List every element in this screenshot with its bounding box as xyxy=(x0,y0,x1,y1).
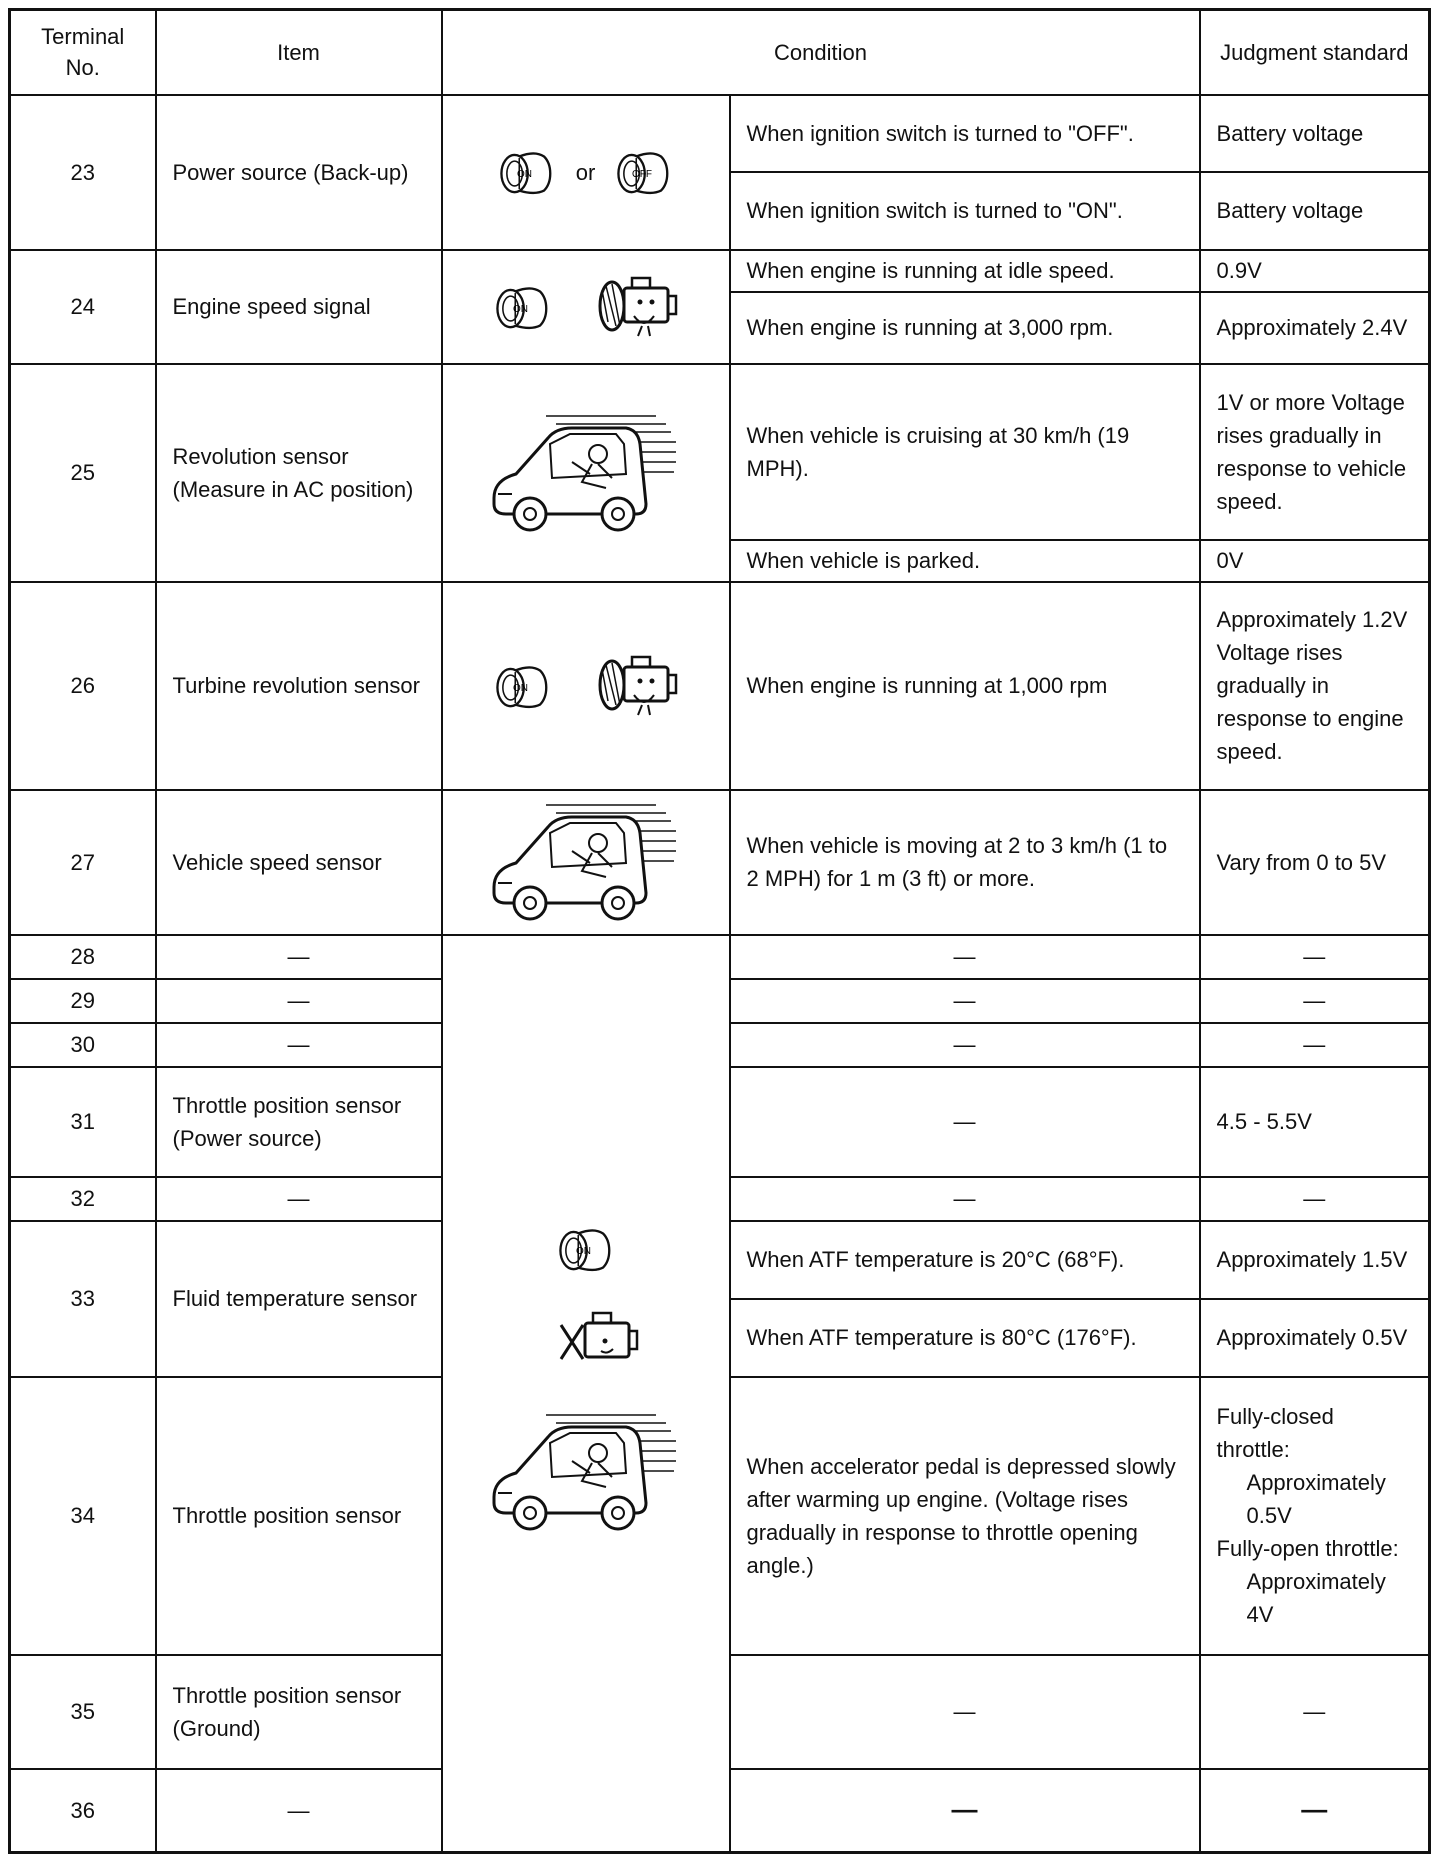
terminal-spec-table xyxy=(8,8,1431,1854)
condition-text: When vehicle is cruising at 30 km/h (19 MPH). xyxy=(730,364,1200,540)
condition-empty-dash: — xyxy=(730,1177,1200,1221)
ignition-key-on-icon xyxy=(492,658,554,714)
condition-empty-dash: — xyxy=(730,1769,1200,1853)
judgment-empty-dash: — xyxy=(1200,1769,1430,1853)
terminal-number: 23 xyxy=(10,95,156,250)
item-name: Fluid temperature sensor xyxy=(156,1221,442,1377)
terminal-number: 28 xyxy=(10,935,156,979)
judgment-value: 4.5 - 5.5V xyxy=(1200,1067,1430,1177)
item-empty-dash: — xyxy=(156,1177,442,1221)
judgment-value: Battery voltage xyxy=(1200,95,1430,172)
item-name: Throttle position sensor xyxy=(156,1377,442,1655)
illustration-cell xyxy=(442,935,730,1853)
illustration-cell xyxy=(442,250,730,364)
terminal-number: 30 xyxy=(10,1023,156,1067)
ignition-key-on-icon xyxy=(492,279,554,335)
judgment-value: 1V or more Voltage rises gradually in response to vehicle speed. xyxy=(1200,364,1430,540)
item-empty-dash: — xyxy=(156,1769,442,1853)
judgment-empty-dash: — xyxy=(1200,979,1430,1023)
judgment-value: 0.9V xyxy=(1200,250,1430,292)
terminal-number: 34 xyxy=(10,1377,156,1655)
condition-text: When accelerator pedal is depressed slowly after warming up engine. (Voltage rises gradually in response to throttle opening angle.) xyxy=(730,1377,1200,1655)
item-name: Power source (Back-up) xyxy=(156,95,442,250)
terminal-number: 31 xyxy=(10,1067,156,1177)
judgment-open-value: Approximately 4V xyxy=(1246,1569,1386,1627)
or-word: or xyxy=(575,159,596,185)
item-name: Turbine revolution sensor xyxy=(156,582,442,790)
svg-text:OFF: OFF xyxy=(632,169,653,180)
terminal-number: 36 xyxy=(10,1769,156,1853)
ignition-key-on-icon xyxy=(496,144,558,200)
table-row xyxy=(10,935,1430,979)
header-judgment: Judgment standard xyxy=(1200,10,1430,95)
header-row xyxy=(10,10,1430,95)
item-name: Throttle position sensor (Power source) xyxy=(156,1067,442,1177)
illustration-cell xyxy=(442,582,730,790)
table-row xyxy=(10,790,1430,935)
table-row xyxy=(10,582,1430,790)
engine-running-icon xyxy=(590,272,680,342)
illustration-cell xyxy=(442,95,730,250)
vehicle-driving-icon xyxy=(486,1407,686,1537)
header-condition: Condition xyxy=(442,10,1200,95)
condition-empty-dash: — xyxy=(730,1067,1200,1177)
svg-text:ON: ON xyxy=(516,169,532,180)
item-name: Throttle position sensor (Ground) xyxy=(156,1655,442,1769)
terminal-number: 33 xyxy=(10,1221,156,1377)
item-empty-dash: — xyxy=(156,935,442,979)
judgment-closed-value: Approximately 0.5V xyxy=(1246,1470,1386,1528)
header-terminal: Terminal No. xyxy=(10,10,156,95)
table-row xyxy=(10,364,1430,540)
condition-text: When engine is running at idle speed. xyxy=(730,250,1200,292)
judgment-empty-dash: — xyxy=(1200,1023,1430,1067)
terminal-number: 35 xyxy=(10,1655,156,1769)
terminal-number: 26 xyxy=(10,582,156,790)
ignition-key-off-icon xyxy=(613,144,675,200)
condition-text: When engine is running at 3,000 rpm. xyxy=(730,292,1200,364)
condition-empty-dash: — xyxy=(730,935,1200,979)
svg-text:ON: ON xyxy=(575,1245,591,1257)
svg-text:ON: ON xyxy=(512,303,528,315)
item-name: Engine speed signal xyxy=(156,250,442,364)
engine-stopped-icon xyxy=(551,1307,641,1377)
condition-empty-dash: — xyxy=(730,1023,1200,1067)
condition-text: When ignition switch is turned to "OFF". xyxy=(730,95,1200,172)
condition-text: When engine is running at 1,000 rpm xyxy=(730,582,1200,790)
judgment-value: 0V xyxy=(1200,540,1430,582)
header-item: Item xyxy=(156,10,442,95)
table-row xyxy=(10,95,1430,172)
item-empty-dash: — xyxy=(156,979,442,1023)
judgment-value: Approximately 2.4V xyxy=(1200,292,1430,364)
judgment-empty-dash: — xyxy=(1200,1177,1430,1221)
terminal-number: 24 xyxy=(10,250,156,364)
vehicle-driving-icon xyxy=(486,408,686,538)
ignition-key-on-icon xyxy=(555,1221,617,1277)
item-name: Vehicle speed sensor xyxy=(156,790,442,935)
vehicle-driving-icon xyxy=(486,797,686,927)
judgment-open-label: Fully-open throttle: xyxy=(1216,1536,1399,1561)
judgment-value: Approximately 1.5V xyxy=(1200,1221,1430,1299)
judgment-value: Approximately 0.5V xyxy=(1200,1299,1430,1377)
condition-empty-dash: — xyxy=(730,1655,1200,1769)
condition-text: When vehicle is parked. xyxy=(730,540,1200,582)
item-name: Revolution sensor (Measure in AC position) xyxy=(156,364,442,582)
engine-running-icon xyxy=(590,651,680,721)
illustration-cell xyxy=(442,790,730,935)
terminal-number: 32 xyxy=(10,1177,156,1221)
terminal-number: 27 xyxy=(10,790,156,935)
item-empty-dash: — xyxy=(156,1023,442,1067)
condition-text: When ATF temperature is 20°C (68°F). xyxy=(730,1221,1200,1299)
condition-text: When ignition switch is turned to "ON". xyxy=(730,172,1200,250)
condition-empty-dash: — xyxy=(730,979,1200,1023)
table-row xyxy=(10,250,1430,292)
judgment-empty-dash: — xyxy=(1200,1655,1430,1769)
illustration-cell xyxy=(442,364,730,582)
judgment-value: Approximately 1.2V Voltage rises gradually in response to engine speed. xyxy=(1200,582,1430,790)
svg-text:ON: ON xyxy=(512,682,528,694)
condition-text: When vehicle is moving at 2 to 3 km/h (1 to 2 MPH) for 1 m (3 ft) or more. xyxy=(730,790,1200,935)
judgment-value: Vary from 0 to 5V xyxy=(1200,790,1430,935)
judgment-empty-dash: — xyxy=(1200,935,1430,979)
judgment-throttle-cell xyxy=(1200,1377,1430,1655)
terminal-number: 25 xyxy=(10,364,156,582)
terminal-number: 29 xyxy=(10,979,156,1023)
condition-text: When ATF temperature is 80°C (176°F). xyxy=(730,1299,1200,1377)
judgment-value: Battery voltage xyxy=(1200,172,1430,250)
judgment-closed-label: Fully-closed throttle: xyxy=(1216,1404,1334,1462)
